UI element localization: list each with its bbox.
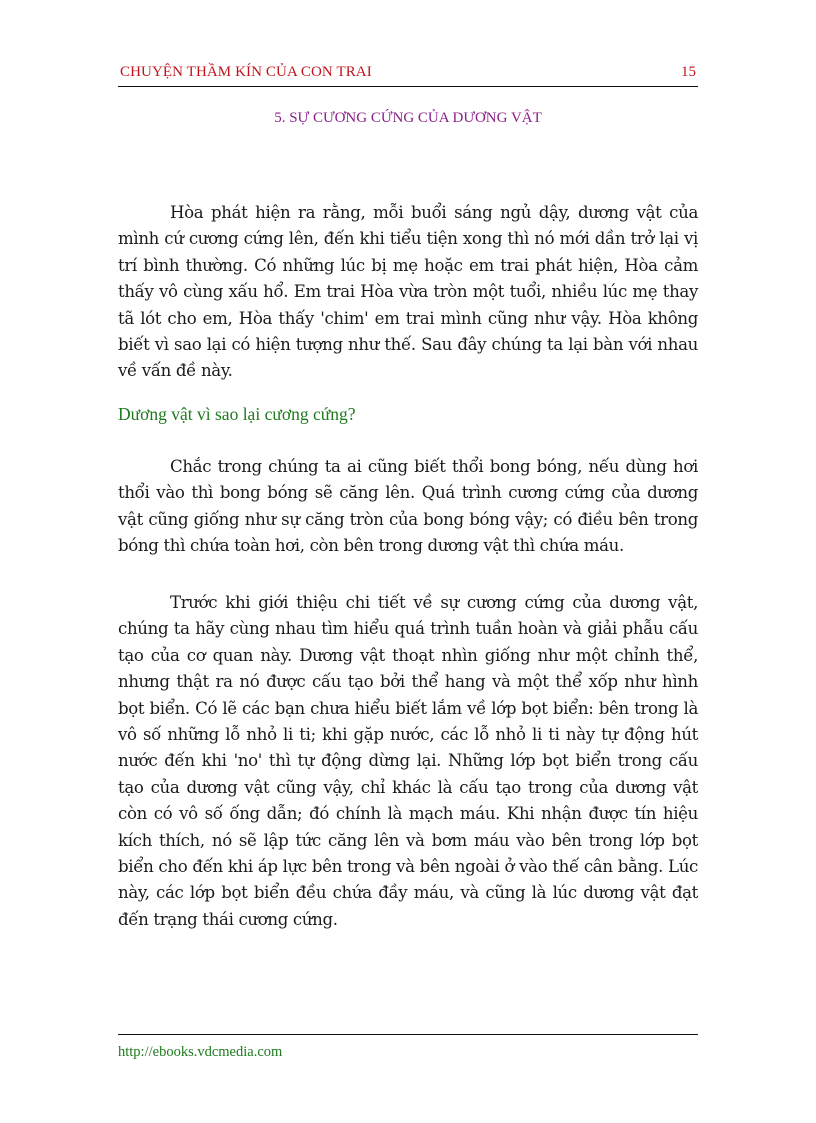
footer-divider: [118, 1034, 698, 1035]
section-subheading: Dương vật vì sao lại cương cứng?: [118, 404, 356, 424]
body-paragraph-2: Chắc trong chúng ta ai cũng biết thổi bong bóng, nếu dùng hơi thổi vào thì bong bóng sẽ căng lên. Quá trình cương cứng của dương vật cũng giống như sự căng tròn của bong bóng vậy; có điều bên trong bóng thì chứa toàn hơi, còn bên trong dương vật thì chứa máu.: [118, 457, 698, 556]
page-number: 15: [681, 64, 696, 80]
chapter-title: 5. SỰ CƯƠNG CỨNG CỦA DƯƠNG VẬT: [274, 110, 542, 126]
book-title: CHUYỆN THẦM KÍN CỦA CON TRAI: [120, 64, 372, 80]
body-paragraph-3: Trước khi giới thiệu chi tiết về sự cương cứng của dương vật, chúng ta hãy cùng nhau tìm hiểu quá trình tuần hoàn và giải phẫu cấu tạo của cơ quan này. Dương vật thoạt nhìn giống như một chỉnh thể, nhưng thật ra nó được cấu tạo bởi thể hang và một thể xốp như hình bọt biển. Có lẽ các bạn chưa hiểu biết lắm về lớp bọt biển: bên trong là vô số những lỗ nhỏ li ti; khi gặp nước, các lỗ nhỏ li ti này tự động hút nước đến khi 'no' thì tự động dừng lại. Những lớp bọt biển trong cấu tạo của dương vật cũng vậy, chỉ khác là cấu tạo trong của dương vật còn có vô số ống dẫn; đó chính là mạch máu. Khi nhận được tín hiệu kích thích, nó sẽ lập tức căng lên và bơm máu vào bên trong lớp bọt biển cho đến khi áp lực bên trong và bên ngoài ở vào thế cân bằng. Lúc này, các lớp bọt biển đều chứa đầy máu, và cũng là lúc dương vật đạt đến trạng thái cương cứng.: [118, 593, 698, 929]
footer-url-link[interactable]: http://ebooks.vdcmedia.com: [118, 1044, 283, 1060]
body-paragraph-1: Hòa phát hiện ra rằng, mỗi buổi sáng ngủ dậy, dương vật của mình cứ cương cứng lên, đến khi tiểu tiện xong thì nó mới dần trở lại vị trí bình thường. Có những lúc bị mẹ hoặc em trai phát hiện, Hòa cảm thấy vô cùng xấu hổ. Em trai Hòa vừa tròn một tuổi, nhiều lúc mẹ thay tã lót cho em, Hòa thấy 'chim' em trai mình cũng như vậy. Hòa không biết vì sao lại có hiện tượng như thế. Sau đây chúng ta lại bàn với nhau về vấn đề này.: [118, 203, 698, 381]
running-header: [118, 62, 698, 87]
